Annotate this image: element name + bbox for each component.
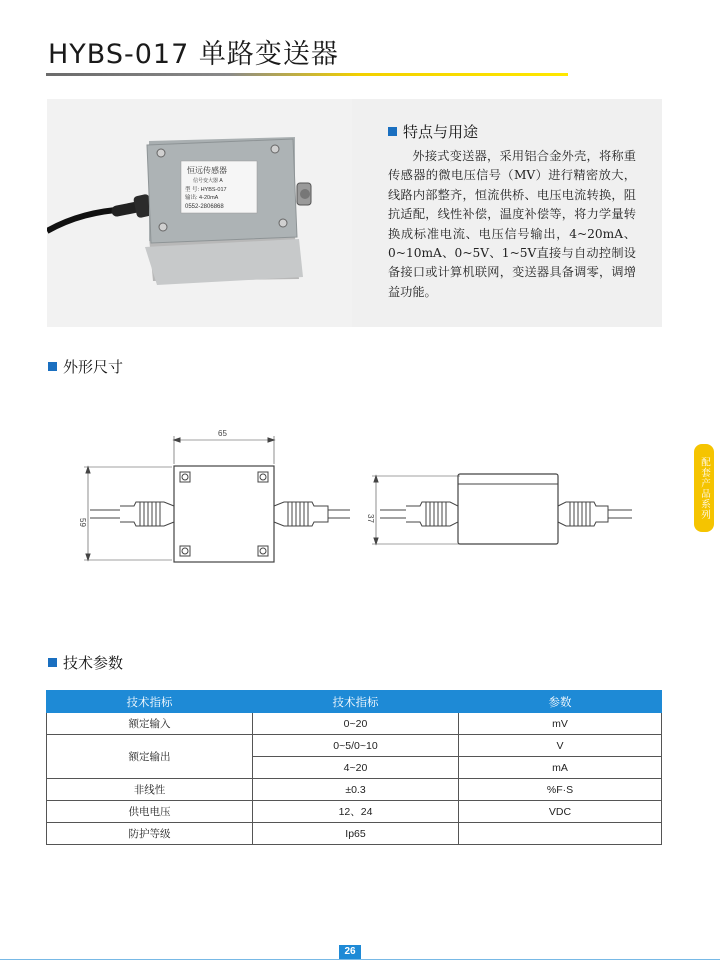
product-photo [47,99,352,327]
table-header-cell: 技术指标 [253,691,459,713]
table-row [47,713,662,735]
table-header-row [47,691,662,713]
table-cell: VDC [459,801,662,823]
table-cell: 12、24 [253,801,459,823]
dimensions-heading-text: 外形尺寸 [63,358,124,376]
page-title: HYBS-017 单路变送器 [48,39,339,70]
footer-divider [0,959,720,960]
depth-dimension-label: 37 [366,514,375,523]
table-header-cell: 技术指标 [47,691,253,713]
table-row [47,801,662,823]
params-heading-text: 技术参数 [63,654,124,672]
bullet-square-icon [388,127,397,136]
table-cell: 额定输入 [47,713,253,735]
table-cell: %F·S [459,779,662,801]
table-cell: 0~5/0~10 [253,735,459,757]
photo-label-line1: 恒远传感器 [187,166,227,175]
table-cell: V [459,735,662,757]
table-cell: 非线性 [47,779,253,801]
page-number: 26 [339,945,361,959]
table-cell: 0~20 [253,713,459,735]
table-row [47,823,662,845]
table-cell: mA [459,757,662,779]
table-row [47,735,662,757]
title-underline [46,73,568,76]
table-header-cell: 参数 [459,691,662,713]
bullet-square-icon [48,658,57,667]
photo-label-line2: 信号变大器 A [193,178,223,184]
params-table [46,690,662,845]
side-category-tab[interactable] [694,444,714,532]
features-heading [388,121,478,142]
table-cell: 4~20 [253,757,459,779]
photo-label-line5: 0552-2806868 [185,204,224,210]
side-tab-label: 配套产品系列 [699,456,710,520]
features-description: 外接式变送器，采用铝合金外壳，将称重传感器的微电压信号（MV）进行精密放大，线路内部整齐，恒流供桥、电压电流转换，阻抗适配，线性补偿，温度补偿等，将力学量转换成标准电流、电压信号输出，4~20mA、0~10mA、0~5V、1~5V直接与自动控制设备接口或计算机联网，变送器具备调零，调增益功能。 [388,149,636,299]
table-row [47,779,662,801]
table-cell: 供电电压 [47,801,253,823]
bullet-square-icon [48,362,57,371]
dimensions-heading [48,356,123,377]
features-heading-text: 特点与用途 [403,123,479,141]
table-cell: 防护等级 [47,823,253,845]
height-dimension-label: 59 [78,518,87,527]
photo-label-line3: 型 号: HYBS-017 [185,187,227,193]
params-heading [48,652,123,673]
dimension-drawing [60,420,650,580]
table-cell [459,823,662,845]
width-dimension-label: 65 [218,429,227,438]
table-cell: mV [459,713,662,735]
table-cell: 额定输出 [47,735,253,779]
photo-label-line4: 输出: 4-20mA [185,195,219,201]
table-cell: Ip65 [253,823,459,845]
table-cell: ±0.3 [253,779,459,801]
